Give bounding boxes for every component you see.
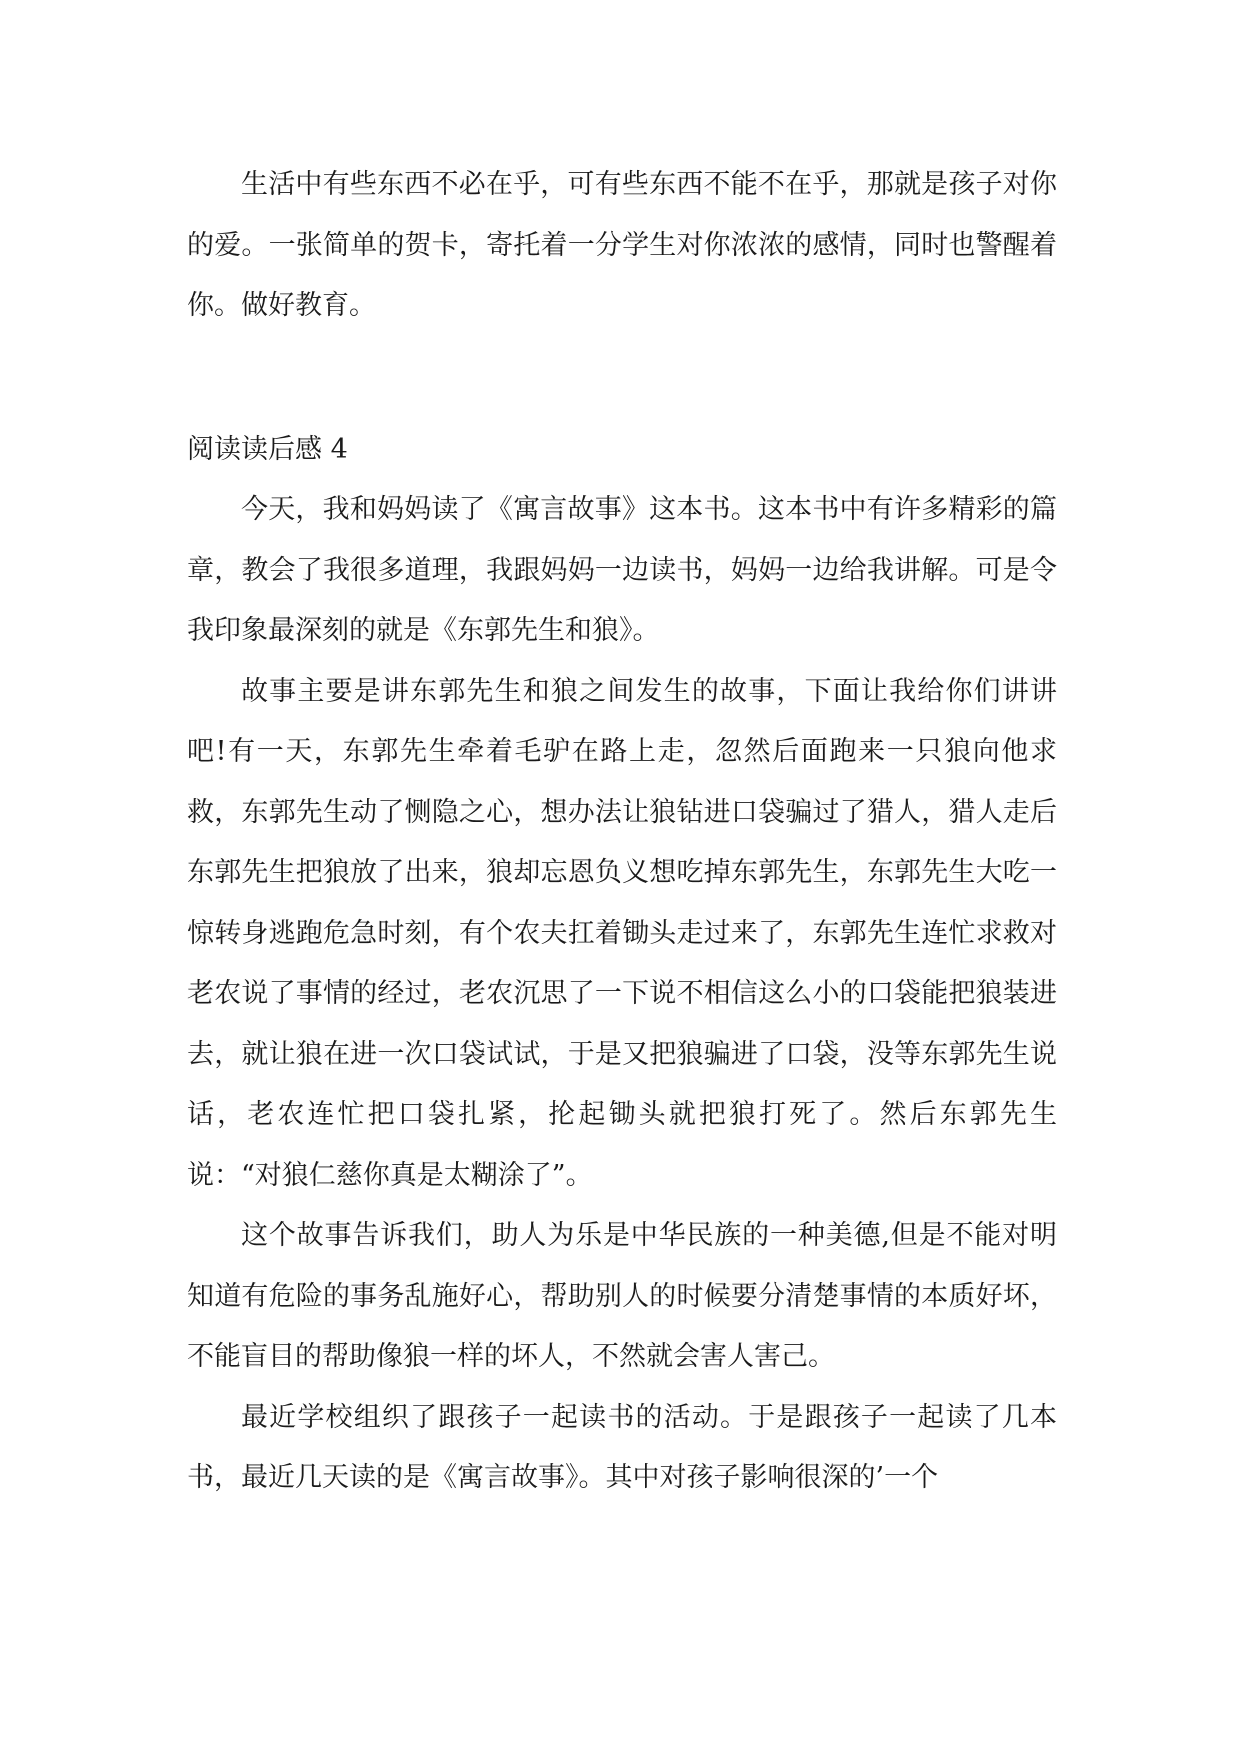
section-gap [187,337,1057,420]
intro-paragraph: 生活中有些东西不必在乎，可有些东西不能不在乎，那就是孩子对你的爱。一张简单的贺卡，寄托着一分学生对你浓浓的感情，同时也警醒着你。做好教育。 [187,169,1057,321]
body-paragraph: 这个故事告诉我们，助人为乐是中华民族的一种美德,但是不能对明知道有危险的事务乱施好心，帮助别人的时候要分清楚事情的本质好坏，不能盲目的帮助像狼一样的坏人，不然就会害人害己。 [187,1220,1057,1372]
body-paragraph: 今天，我和妈妈读了《寓言故事》这本书。这本书中有许多精彩的篇章，教会了我很多道理，我跟妈妈一边读书，妈妈一边给我讲解。可是令我印象最深刻的就是《东郭先生和狼》。 [187,494,1057,646]
body-paragraph: 故事主要是讲东郭先生和狼之间发生的故事，下面让我给你们讲讲吧!有一天，东郭先生牵着毛驴在路上走，忽然后面跑来一只狼向他求救，东郭先生动了恻隐之心，想办法让狼钻进口袋骗过了猎人，猎人走后东郭先生把狼放了出来，狼却忘恩负义想吃掉东郭先生，东郭先生大吃一惊转身逃跑危急时刻，有个农夫扛着锄头走过来了，东郭先生连忙求救对老农说了事情的经过，老农沉思了一下说不相信这么小的口袋能把狼装进去，就让狼在进一次口袋试试，于是又把狼骗进了口袋，没等东郭先生说话，老农连忙把口袋扎紧，抡起锄头就把狼打死了。然后东郭先生说：“对狼仁慈你真是太糊涂了”。 [187,675,1057,1191]
body-paragraph: 最近学校组织了跟孩子一起读书的活动。于是跟孩子一起读了几本书，最近几天读的是《寓言故事》。其中对孩子影响很深的’一个 [187,1401,1057,1493]
section-title: 阅读读后感 4 [187,433,348,465]
document-body [187,155,1057,1509]
